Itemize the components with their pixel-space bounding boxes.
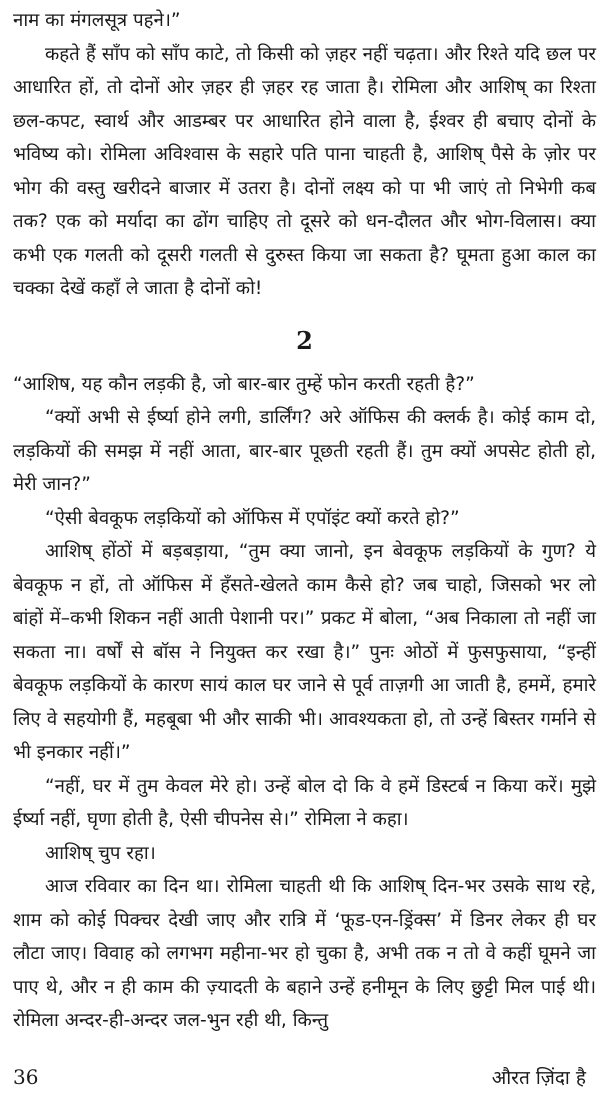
page-number: 36 xyxy=(13,1065,39,1089)
paragraph-romila-reply: “नहीं, घर में तुम केवल मेरे हो। उन्हें बोल दो कि वे हमें डिस्टर्ब न किया करें। मुझे ईर्ष्या नहीं, घृणा होती है, ऐसी चीपनेस से।” रोमिला ने कहा। xyxy=(13,775,596,830)
paragraph-dialogue-reply: “क्यों अभी से ईर्ष्या होने लगी, डार्लिंग? अरे ऑफिस की क्लर्क है। कोई काम दो, लड़कियों की समझ में नहीं आता, बार-बार पूछती रहती हैं। तुम क्यों अपसेट होती हो, मेरी जान?” xyxy=(13,407,596,495)
paragraph-narration: कहते हैं साँप को साँप काटे, तो किसी को ज़हर नहीं चढ़ता। और रिश्ते यदि छल पर आधारित हों, तो दोनों ओर ज़हर ही ज़हर रह जाता है। रोमिला और आशिष् का रिश्ता छल-कपट, स्वार्थ और आडम्बर पर आधारित होने वाला है, ईश्वर ही बचाए दोनों के भविष्य को। रोमिला अविश्वास के सहारे पति पाना चाहती है, आशिष् पैसे के ज़ोर पर भोग की वस्तु खरीदने बाजार में उतरा है। दोनों लक्ष्य को पा भी जाएं तो निभेगी कब तक? एक को मर्यादा का ढोंग चाहिए तो दूसरे को धन-दौलत और भोग-विलास। क्या कभी एक गलती को दूसरी गलती से दुरुस्त किया जा सकता है? घूमता हुआ काल का चक्का देखें कहाँ ले जाता है दोनों को! xyxy=(13,43,596,299)
paragraph-continuation: नाम का मंगलसूत्र पहने।” xyxy=(13,10,181,31)
paragraph-dialogue-question-2: “ऐसी बेवकूफ लड़कियों को ऑफिस में एपॉइंट क्यों करते हो?” xyxy=(45,507,460,529)
paragraph-sunday: आज रविवार का दिन था। रोमिला चाहती थी कि आशिष् दिन-भर उसके साथ रहे, शाम को कोई पिक्चर देखी जाए और रात्रि में ‘फूड-एन-ड्रिंक्स’ में डिनर लेकर ही घर लौटा जाए। विवाह को लगभग महीना-भर हो चुका है, अभी तक न तो वे कहीं घूमने जा पाए थे, और न ही काम की ज़्यादती के बहाने उन्हें हनीमून के लिए छुट्टी मिल पाई थी। रोमिला अन्दर-ही-अन्दर जल-भुन रही थी, किन्तु xyxy=(13,876,596,1031)
chapter-number: 2 xyxy=(296,325,313,355)
paragraph-ashish-silent: आशिष् चुप रहा। xyxy=(45,842,156,864)
paragraph-dialogue-question: “आशिष, यह कौन लड़की है, जो बार-बार तुम्हें फोन करती रहती है?” xyxy=(13,373,475,395)
paragraph-ashish-mutter: आशिष् होंठों में बड़बड़ाया, “तुम क्या जानो, इन बेवकूफ लड़कियों के गुण? ये बेवकूफ न हों, तो ऑफिस में हँसते-खेलते काम कैसे हो? जब चाहो, जिसको भर लो बांहों में–कभी शिकन नहीं आती पेशानी पर।” प्रकट में बोला, “अब निकाला तो नहीं जा सकता ना। वर्षों से बॉस ने नियुक्त कर रखा है।” पुनः ओठों में फुसफुसाया, “इन्हीं बेवकूफ लड़कियों के कारण सायं काल घर जाने से पूर्व ताज़गी आ जाती है, हममें, हमारे लिए वे सहयोगी हैं, महबूबा भी और साकी भी। आवश्यकता हो, तो उन्हें बिस्तर गर्माने से भी इनकार नहीं।” xyxy=(13,541,596,763)
page-footer xyxy=(13,1062,586,1092)
running-title: औरत ज़िंदा है xyxy=(491,1067,586,1089)
